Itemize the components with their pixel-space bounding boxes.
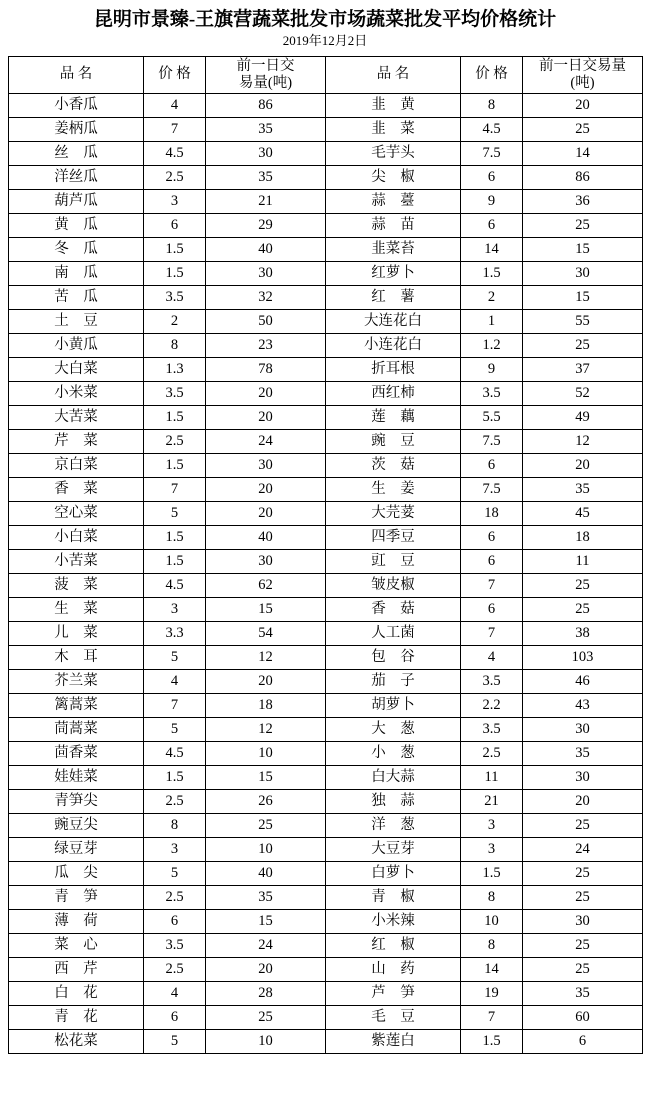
cell-price-right: 8 [461, 93, 523, 117]
cell-name-left: 篱蒿菜 [9, 693, 144, 717]
cell-name-right: 尖 椒 [326, 165, 461, 189]
table-row [9, 837, 643, 861]
cell-price-left: 2.5 [144, 885, 206, 909]
cell-price-right: 1.5 [461, 1029, 523, 1053]
cell-name-left: 冬 瓜 [9, 237, 144, 261]
cell-name-right: 小 葱 [326, 741, 461, 765]
cell-price-left: 2.5 [144, 957, 206, 981]
cell-name-right: 青 椒 [326, 885, 461, 909]
cell-price-right: 3.5 [461, 669, 523, 693]
cell-price-left: 2 [144, 309, 206, 333]
table-row [9, 405, 643, 429]
cell-volume-right: 25 [523, 885, 643, 909]
cell-name-right: 紫莲白 [326, 1029, 461, 1053]
cell-name-left: 香 菜 [9, 477, 144, 501]
cell-volume-left: 35 [206, 165, 326, 189]
table-row [9, 261, 643, 285]
table-row [9, 453, 643, 477]
cell-volume-right: 37 [523, 357, 643, 381]
cell-volume-left: 20 [206, 669, 326, 693]
cell-volume-left: 15 [206, 765, 326, 789]
header-volume-right-line1: 前一日交易量 [539, 57, 626, 74]
table-row [9, 621, 643, 645]
cell-name-right: 蒜 薹 [326, 189, 461, 213]
cell-name-left: 儿 菜 [9, 621, 144, 645]
cell-name-left: 小黄瓜 [9, 333, 144, 357]
cell-price-left: 3 [144, 837, 206, 861]
cell-price-left: 4 [144, 981, 206, 1005]
cell-volume-right: 30 [523, 909, 643, 933]
cell-volume-right: 25 [523, 213, 643, 237]
cell-volume-left: 21 [206, 189, 326, 213]
cell-name-right: 胡萝卜 [326, 693, 461, 717]
cell-volume-right: 60 [523, 1005, 643, 1029]
cell-price-left: 1.5 [144, 765, 206, 789]
cell-price-right: 2 [461, 285, 523, 309]
cell-volume-left: 24 [206, 429, 326, 453]
table-row [9, 237, 643, 261]
cell-price-right: 21 [461, 789, 523, 813]
cell-name-right: 大芫荽 [326, 501, 461, 525]
cell-volume-right: 35 [523, 981, 643, 1005]
cell-volume-right: 24 [523, 837, 643, 861]
cell-name-right: 白大蒜 [326, 765, 461, 789]
cell-volume-left: 62 [206, 573, 326, 597]
cell-name-left: 南 瓜 [9, 261, 144, 285]
table-row [9, 501, 643, 525]
cell-volume-left: 40 [206, 237, 326, 261]
cell-name-left: 小米菜 [9, 381, 144, 405]
cell-volume-right: 30 [523, 765, 643, 789]
cell-volume-left: 30 [206, 453, 326, 477]
cell-volume-right: 25 [523, 333, 643, 357]
cell-volume-right: 38 [523, 621, 643, 645]
table-row [9, 813, 643, 837]
cell-volume-right: 12 [523, 429, 643, 453]
cell-price-right: 6 [461, 213, 523, 237]
cell-volume-left: 86 [206, 93, 326, 117]
cell-name-left: 姜柄瓜 [9, 117, 144, 141]
cell-name-right: 大连花白 [326, 309, 461, 333]
cell-price-left: 5 [144, 501, 206, 525]
cell-price-left: 6 [144, 1005, 206, 1029]
table-row [9, 645, 643, 669]
cell-price-left: 3.3 [144, 621, 206, 645]
cell-price-right: 1 [461, 309, 523, 333]
table-row [9, 381, 643, 405]
cell-volume-left: 32 [206, 285, 326, 309]
cell-price-right: 7.5 [461, 141, 523, 165]
cell-name-left: 葫芦瓜 [9, 189, 144, 213]
cell-volume-right: 30 [523, 261, 643, 285]
cell-name-left: 青 花 [9, 1005, 144, 1029]
cell-price-right: 1.5 [461, 261, 523, 285]
cell-price-right: 6 [461, 549, 523, 573]
cell-name-right: 山 药 [326, 957, 461, 981]
table-row [9, 741, 643, 765]
cell-volume-left: 30 [206, 141, 326, 165]
cell-price-right: 3 [461, 813, 523, 837]
cell-volume-right: 35 [523, 741, 643, 765]
cell-price-left: 4 [144, 93, 206, 117]
cell-name-right: 人工菌 [326, 621, 461, 645]
cell-volume-right: 35 [523, 477, 643, 501]
cell-name-left: 芥兰菜 [9, 669, 144, 693]
cell-name-left: 小苦菜 [9, 549, 144, 573]
cell-volume-right: 20 [523, 93, 643, 117]
cell-volume-left: 15 [206, 909, 326, 933]
cell-volume-right: 103 [523, 645, 643, 669]
cell-price-right: 6 [461, 525, 523, 549]
cell-price-right: 2.5 [461, 741, 523, 765]
cell-volume-left: 10 [206, 1029, 326, 1053]
cell-volume-right: 30 [523, 717, 643, 741]
cell-name-left: 洋丝瓜 [9, 165, 144, 189]
cell-name-right: 韭 黄 [326, 93, 461, 117]
cell-price-left: 3.5 [144, 381, 206, 405]
cell-price-left: 8 [144, 333, 206, 357]
cell-name-right: 香 菇 [326, 597, 461, 621]
cell-volume-right: 25 [523, 573, 643, 597]
table-row [9, 669, 643, 693]
cell-price-left: 4.5 [144, 141, 206, 165]
vegetable-price-table [8, 56, 643, 1054]
cell-price-right: 5.5 [461, 405, 523, 429]
cell-volume-right: 25 [523, 861, 643, 885]
table-row [9, 789, 643, 813]
cell-price-left: 5 [144, 645, 206, 669]
cell-volume-left: 28 [206, 981, 326, 1005]
page-subtitle: 2019年12月2日 [282, 32, 368, 48]
cell-name-left: 茴香菜 [9, 741, 144, 765]
page-title: 昆明市景臻-王旗营蔬菜批发市场蔬菜批发平均价格统计 [93, 9, 557, 30]
cell-name-left: 苦 瓜 [9, 285, 144, 309]
cell-price-right: 9 [461, 357, 523, 381]
table-row [9, 429, 643, 453]
cell-name-right: 生 姜 [326, 477, 461, 501]
cell-price-left: 3.5 [144, 933, 206, 957]
cell-volume-left: 40 [206, 861, 326, 885]
cell-name-left: 菠 菜 [9, 573, 144, 597]
cell-name-right: 茄 子 [326, 669, 461, 693]
cell-volume-right: 36 [523, 189, 643, 213]
cell-volume-left: 50 [206, 309, 326, 333]
cell-price-right: 10 [461, 909, 523, 933]
cell-name-left: 大苦菜 [9, 405, 144, 429]
cell-volume-right: 11 [523, 549, 643, 573]
cell-volume-left: 15 [206, 597, 326, 621]
cell-volume-left: 20 [206, 501, 326, 525]
cell-name-right: 毛 豆 [326, 1005, 461, 1029]
cell-price-right: 3.5 [461, 717, 523, 741]
cell-volume-left: 12 [206, 645, 326, 669]
cell-price-left: 6 [144, 213, 206, 237]
cell-price-right: 18 [461, 501, 523, 525]
header-price-left: 价 格 [144, 56, 206, 93]
header-price-right: 价 格 [461, 56, 523, 93]
cell-price-right: 9 [461, 189, 523, 213]
cell-name-left: 茼蒿菜 [9, 717, 144, 741]
cell-name-right: 红 薯 [326, 285, 461, 309]
cell-name-right: 洋 葱 [326, 813, 461, 837]
cell-price-right: 7.5 [461, 477, 523, 501]
cell-price-right: 7 [461, 1005, 523, 1029]
cell-name-left: 青笋尖 [9, 789, 144, 813]
table-row [9, 693, 643, 717]
cell-name-right: 红 椒 [326, 933, 461, 957]
cell-name-left: 松花菜 [9, 1029, 144, 1053]
cell-volume-right: 45 [523, 501, 643, 525]
cell-name-right: 大 葱 [326, 717, 461, 741]
cell-price-right: 4.5 [461, 117, 523, 141]
cell-price-right: 8 [461, 885, 523, 909]
cell-volume-left: 10 [206, 837, 326, 861]
cell-volume-left: 25 [206, 813, 326, 837]
cell-price-left: 3 [144, 597, 206, 621]
cell-volume-left: 12 [206, 717, 326, 741]
cell-price-left: 2.5 [144, 165, 206, 189]
cell-price-right: 3 [461, 837, 523, 861]
table-row [9, 981, 643, 1005]
cell-volume-left: 54 [206, 621, 326, 645]
cell-volume-left: 20 [206, 957, 326, 981]
cell-price-right: 6 [461, 453, 523, 477]
cell-price-left: 5 [144, 717, 206, 741]
cell-volume-left: 18 [206, 693, 326, 717]
cell-volume-left: 10 [206, 741, 326, 765]
cell-price-left: 1.5 [144, 405, 206, 429]
cell-name-right: 皱皮椒 [326, 573, 461, 597]
cell-name-right: 茨 菇 [326, 453, 461, 477]
cell-name-left: 小香瓜 [9, 93, 144, 117]
cell-price-right: 14 [461, 957, 523, 981]
cell-name-right: 韭 菜 [326, 117, 461, 141]
table-row [9, 333, 643, 357]
cell-volume-right: 20 [523, 789, 643, 813]
table-row [9, 1005, 643, 1029]
cell-name-right: 莲 藕 [326, 405, 461, 429]
cell-price-left: 4 [144, 669, 206, 693]
table-row [9, 1029, 643, 1053]
header-name-left: 品 名 [9, 56, 144, 93]
cell-price-right: 7.5 [461, 429, 523, 453]
cell-price-left: 1.3 [144, 357, 206, 381]
cell-price-left: 1.5 [144, 237, 206, 261]
table-row [9, 765, 643, 789]
table-header-row [9, 56, 643, 93]
cell-volume-left: 35 [206, 117, 326, 141]
table-row [9, 909, 643, 933]
cell-price-right: 4 [461, 645, 523, 669]
cell-name-right: 四季豆 [326, 525, 461, 549]
cell-name-left: 小白菜 [9, 525, 144, 549]
cell-name-right: 折耳根 [326, 357, 461, 381]
cell-price-left: 1.5 [144, 261, 206, 285]
cell-price-right: 8 [461, 933, 523, 957]
cell-price-left: 6 [144, 909, 206, 933]
cell-name-left: 京白菜 [9, 453, 144, 477]
cell-price-left: 2.5 [144, 429, 206, 453]
cell-volume-right: 15 [523, 237, 643, 261]
cell-volume-left: 35 [206, 885, 326, 909]
table-row [9, 117, 643, 141]
cell-volume-right: 6 [523, 1029, 643, 1053]
cell-name-right: 豌 豆 [326, 429, 461, 453]
cell-name-left: 西 芹 [9, 957, 144, 981]
header-volume-left [206, 56, 326, 93]
cell-name-right: 独 蒜 [326, 789, 461, 813]
cell-name-left: 丝 瓜 [9, 141, 144, 165]
cell-name-right: 小米辣 [326, 909, 461, 933]
table-row [9, 309, 643, 333]
cell-name-left: 木 耳 [9, 645, 144, 669]
header-volume-right-line2: (吨) [570, 74, 595, 91]
cell-name-left: 白 花 [9, 981, 144, 1005]
cell-price-right: 1.5 [461, 861, 523, 885]
cell-volume-left: 20 [206, 405, 326, 429]
table-row [9, 357, 643, 381]
cell-name-right: 蒜 苗 [326, 213, 461, 237]
cell-volume-right: 15 [523, 285, 643, 309]
table-row [9, 549, 643, 573]
cell-price-left: 8 [144, 813, 206, 837]
cell-price-right: 2.2 [461, 693, 523, 717]
header-volume-right [523, 56, 643, 93]
cell-name-left: 青 笋 [9, 885, 144, 909]
table-body [9, 93, 643, 1053]
cell-volume-right: 86 [523, 165, 643, 189]
table-row [9, 477, 643, 501]
cell-name-left: 娃娃菜 [9, 765, 144, 789]
cell-name-right: 西红柿 [326, 381, 461, 405]
table-row [9, 165, 643, 189]
cell-price-right: 1.2 [461, 333, 523, 357]
cell-name-left: 菜 心 [9, 933, 144, 957]
cell-volume-left: 29 [206, 213, 326, 237]
cell-volume-left: 30 [206, 549, 326, 573]
cell-name-right: 芦 笋 [326, 981, 461, 1005]
cell-name-right: 毛芋头 [326, 141, 461, 165]
cell-price-right: 14 [461, 237, 523, 261]
cell-volume-left: 40 [206, 525, 326, 549]
table-row [9, 189, 643, 213]
header-name-right: 品 名 [326, 56, 461, 93]
cell-volume-right: 49 [523, 405, 643, 429]
table-row [9, 597, 643, 621]
cell-volume-right: 25 [523, 597, 643, 621]
cell-price-left: 3 [144, 189, 206, 213]
table-row [9, 573, 643, 597]
cell-volume-right: 18 [523, 525, 643, 549]
table-row [9, 933, 643, 957]
cell-price-left: 7 [144, 117, 206, 141]
cell-price-left: 1.5 [144, 453, 206, 477]
cell-price-right: 6 [461, 165, 523, 189]
table-row [9, 717, 643, 741]
cell-name-left: 芹 菜 [9, 429, 144, 453]
cell-name-right: 韭菜苔 [326, 237, 461, 261]
cell-price-left: 4.5 [144, 573, 206, 597]
cell-price-left: 3.5 [144, 285, 206, 309]
cell-volume-right: 14 [523, 141, 643, 165]
cell-volume-left: 23 [206, 333, 326, 357]
cell-price-left: 1.5 [144, 525, 206, 549]
cell-name-right: 红萝卜 [326, 261, 461, 285]
table-row [9, 885, 643, 909]
cell-name-right: 包 谷 [326, 645, 461, 669]
cell-price-left: 4.5 [144, 741, 206, 765]
cell-price-left: 2.5 [144, 789, 206, 813]
table-row [9, 213, 643, 237]
table-row [9, 957, 643, 981]
cell-name-left: 生 菜 [9, 597, 144, 621]
header-volume-left-line1: 前一日交 [236, 57, 295, 74]
cell-price-left: 7 [144, 477, 206, 501]
cell-name-right: 大豆芽 [326, 837, 461, 861]
cell-price-right: 3.5 [461, 381, 523, 405]
cell-volume-right: 46 [523, 669, 643, 693]
cell-volume-left: 20 [206, 381, 326, 405]
cell-name-left: 土 豆 [9, 309, 144, 333]
table-row [9, 285, 643, 309]
cell-price-right: 7 [461, 621, 523, 645]
cell-price-left: 5 [144, 1029, 206, 1053]
cell-name-left: 大白菜 [9, 357, 144, 381]
cell-volume-right: 52 [523, 381, 643, 405]
cell-volume-right: 25 [523, 117, 643, 141]
header-volume-left-line2: 易量(吨) [238, 74, 293, 91]
cell-name-left: 黄 瓜 [9, 213, 144, 237]
cell-volume-right: 55 [523, 309, 643, 333]
cell-volume-right: 25 [523, 933, 643, 957]
cell-volume-left: 26 [206, 789, 326, 813]
cell-volume-left: 30 [206, 261, 326, 285]
cell-volume-left: 25 [206, 1005, 326, 1029]
cell-price-left: 5 [144, 861, 206, 885]
table-row [9, 93, 643, 117]
cell-volume-left: 78 [206, 357, 326, 381]
cell-name-left: 瓜 尖 [9, 861, 144, 885]
cell-volume-right: 20 [523, 453, 643, 477]
cell-price-right: 6 [461, 597, 523, 621]
cell-volume-right: 25 [523, 813, 643, 837]
cell-name-right: 小连花白 [326, 333, 461, 357]
cell-volume-left: 24 [206, 933, 326, 957]
cell-name-right: 豇 豆 [326, 549, 461, 573]
cell-name-left: 豌豆尖 [9, 813, 144, 837]
cell-name-left: 薄 荷 [9, 909, 144, 933]
cell-price-right: 19 [461, 981, 523, 1005]
cell-price-right: 11 [461, 765, 523, 789]
cell-name-left: 空心菜 [9, 501, 144, 525]
cell-volume-left: 20 [206, 477, 326, 501]
cell-volume-right: 43 [523, 693, 643, 717]
cell-volume-right: 25 [523, 957, 643, 981]
cell-price-left: 7 [144, 693, 206, 717]
cell-price-right: 7 [461, 573, 523, 597]
cell-name-left: 绿豆芽 [9, 837, 144, 861]
table-row [9, 525, 643, 549]
cell-price-left: 1.5 [144, 549, 206, 573]
table-row [9, 861, 643, 885]
table-row [9, 141, 643, 165]
cell-name-right: 白萝卜 [326, 861, 461, 885]
